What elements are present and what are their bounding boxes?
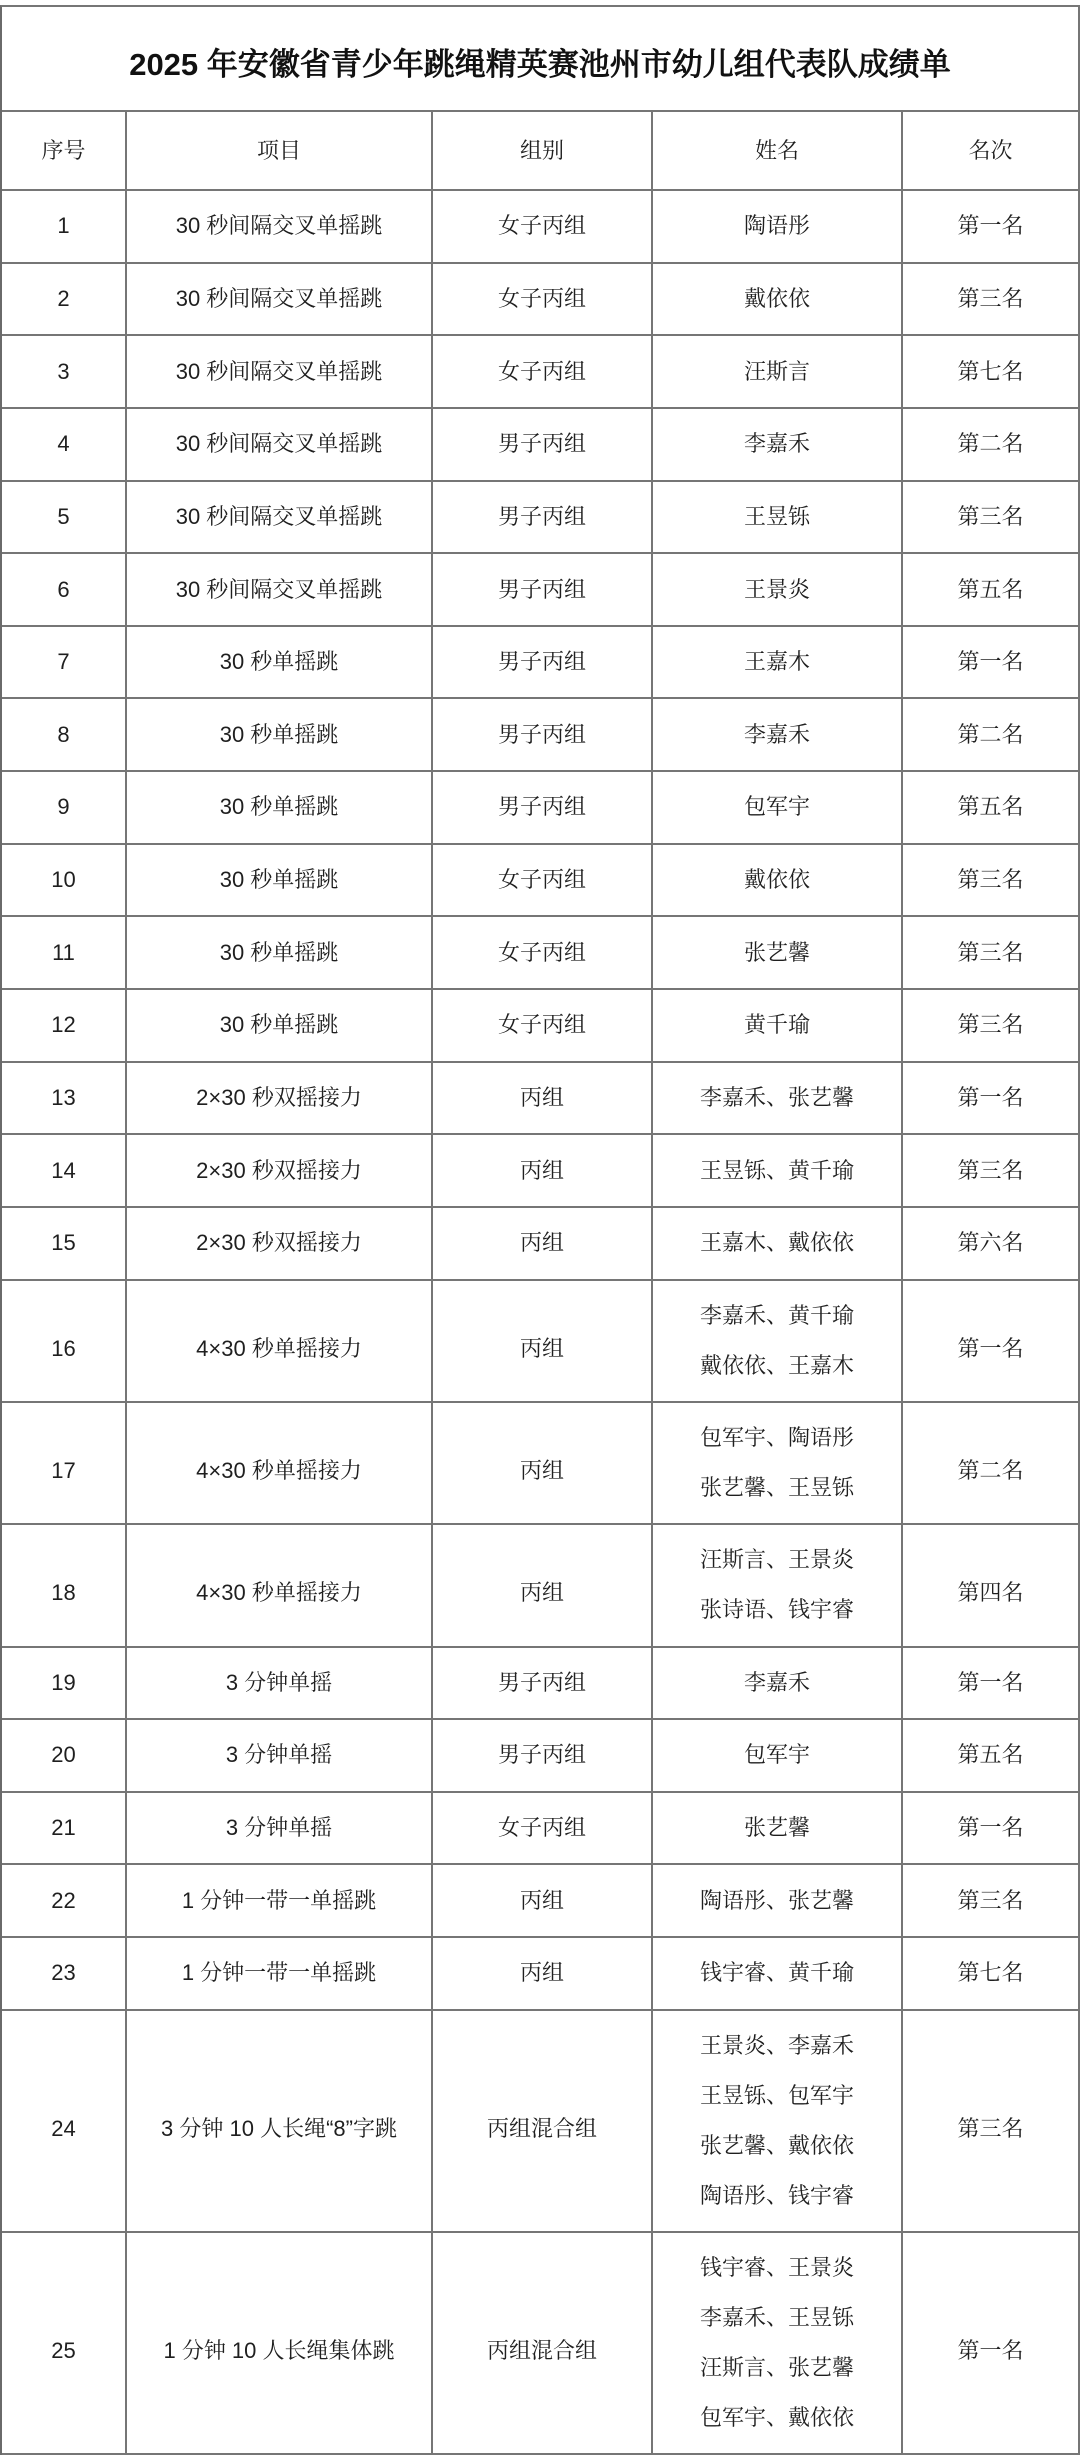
group-name: 丙组 [433,1208,653,1279]
row-number: 1 [2,191,127,262]
athlete-names-line: 汪斯言 [743,358,810,384]
athlete-names-line: 包军宇、陶语彤 [699,1425,854,1451]
table-row [2,627,1080,700]
event-name: 30 秒间隔交叉单摇跳 [127,191,433,262]
group-name: 男子丙组 [433,699,653,770]
athlete-names-line: 钱宇睿、王景炎 [699,2254,854,2280]
group-name: 女子丙组 [433,990,653,1061]
group-name: 女子丙组 [433,191,653,262]
event-name: 30 秒间隔交叉单摇跳 [127,264,433,335]
athlete-names-line: 戴依依 [743,285,810,311]
group-name: 丙组 [433,1865,653,1936]
rank: 第三名 [903,1865,1080,1936]
row-number: 19 [2,1648,127,1719]
row-number: 24 [2,2011,127,2231]
athlete-names [653,1648,903,1719]
athlete-names [653,336,903,407]
group-name: 女子丙组 [433,845,653,916]
athlete-names [653,1281,903,1401]
event-name: 2×30 秒双摇接力 [127,1208,433,1279]
athlete-names-line: 张艺馨、戴依依 [699,2132,854,2158]
header-names: 姓名 [653,112,903,189]
table-row [2,1403,1080,1525]
row-number: 12 [2,990,127,1061]
header-no: 序号 [2,112,127,189]
table-row [2,264,1080,337]
table-row [2,1865,1080,1938]
row-number: 22 [2,1865,127,1936]
athlete-names [653,1865,903,1936]
table-row [2,2011,1080,2233]
table-row [2,1793,1080,1866]
rank: 第三名 [903,990,1080,1061]
athlete-names-line: 李嘉禾 [743,431,810,457]
row-number: 9 [2,772,127,843]
group-name: 男子丙组 [433,772,653,843]
row-number: 17 [2,1403,127,1523]
row-number: 15 [2,1208,127,1279]
group-name: 丙组 [433,1135,653,1206]
row-number: 21 [2,1793,127,1864]
athlete-names-line: 包军宇 [743,1742,810,1768]
athlete-names [653,917,903,988]
athlete-names-line: 李嘉禾、黄千瑜 [699,1302,854,1328]
athlete-names [653,409,903,480]
page-title: 2025 年安徽省青少年跳绳精英赛池州市幼儿组代表队成绩单 [2,7,1080,110]
event-name: 30 秒单摇跳 [127,917,433,988]
rank: 第一名 [903,1793,1080,1864]
rank: 第三名 [903,917,1080,988]
athlete-names-line: 戴依依 [743,867,810,893]
group-name: 男子丙组 [433,1648,653,1719]
athlete-names-line: 李嘉禾 [743,721,810,747]
athlete-names-line: 张艺馨 [743,939,810,965]
title-row [2,7,1080,112]
athlete-names-line: 戴依依、王嘉木 [699,1352,854,1378]
rank: 第三名 [903,1135,1080,1206]
event-name: 3 分钟 10 人长绳“8”字跳 [127,2011,433,2231]
athlete-names-line: 陶语彤 [743,213,810,239]
table-row [2,1720,1080,1793]
rank: 第二名 [903,1403,1080,1523]
athlete-names [653,2233,903,2453]
athlete-names-line: 张艺馨 [743,1815,810,1841]
table-row [2,699,1080,772]
group-name: 丙组 [433,1525,653,1645]
event-name: 30 秒间隔交叉单摇跳 [127,554,433,625]
group-name: 丙组 [433,1281,653,1401]
group-name: 男子丙组 [433,482,653,553]
table-row [2,845,1080,918]
athlete-names-line: 黄千瑜 [743,1012,810,1038]
athlete-names [653,264,903,335]
athlete-names [653,772,903,843]
athlete-names [653,1135,903,1206]
athlete-names-line: 王昱铄 [743,503,810,529]
table-row [2,1281,1080,1403]
table-row [2,409,1080,482]
group-name: 男子丙组 [433,554,653,625]
athlete-names-line: 钱宇睿、黄千瑜 [699,1960,854,1986]
athlete-names-line: 李嘉禾 [743,1669,810,1695]
event-name: 3 分钟单摇 [127,1793,433,1864]
athlete-names [653,1525,903,1645]
athlete-names-line: 张艺馨、王昱铄 [699,1475,854,1501]
group-name: 女子丙组 [433,917,653,988]
row-number: 13 [2,1063,127,1134]
table-row [2,336,1080,409]
group-name: 丙组 [433,1403,653,1523]
athlete-names [653,1403,903,1523]
rank: 第六名 [903,1208,1080,1279]
athlete-names [653,191,903,262]
rank: 第三名 [903,482,1080,553]
header-rank: 名次 [903,112,1080,189]
row-number: 18 [2,1525,127,1645]
athlete-names-line: 王景炎 [743,576,810,602]
table-row [2,2233,1080,2455]
event-name: 1 分钟一带一单摇跳 [127,1865,433,1936]
event-name: 4×30 秒单摇接力 [127,1525,433,1645]
table-row [2,1135,1080,1208]
athlete-names [653,1793,903,1864]
athlete-names [653,1208,903,1279]
rank: 第五名 [903,554,1080,625]
athlete-names-line: 陶语彤、张艺馨 [699,1887,854,1913]
rank: 第五名 [903,772,1080,843]
group-name: 男子丙组 [433,627,653,698]
header-group: 组别 [433,112,653,189]
athlete-names-line: 陶语彤、钱宇睿 [699,2182,854,2208]
group-name: 丙组混合组 [433,2233,653,2453]
table-row [2,772,1080,845]
rank: 第二名 [903,699,1080,770]
athlete-names-line: 汪斯言、张艺馨 [699,2354,854,2380]
row-number: 5 [2,482,127,553]
athlete-names-line: 王昱铄、黄千瑜 [699,1157,854,1183]
event-name: 30 秒单摇跳 [127,772,433,843]
row-number: 6 [2,554,127,625]
group-name: 男子丙组 [433,409,653,480]
event-name: 4×30 秒单摇接力 [127,1281,433,1401]
row-number: 16 [2,1281,127,1401]
group-name: 男子丙组 [433,1720,653,1791]
event-name: 4×30 秒单摇接力 [127,1403,433,1523]
header-event: 项目 [127,112,433,189]
row-number: 3 [2,336,127,407]
row-number: 2 [2,264,127,335]
rank: 第七名 [903,1938,1080,2009]
row-number: 20 [2,1720,127,1791]
rank: 第二名 [903,409,1080,480]
athlete-names [653,699,903,770]
rank: 第三名 [903,845,1080,916]
athlete-names-line: 李嘉禾、王昱铄 [699,2304,854,2330]
table-row [2,554,1080,627]
athlete-names-line: 包军宇 [743,794,810,820]
row-number: 10 [2,845,127,916]
rank: 第四名 [903,1525,1080,1645]
athlete-names-line: 王嘉木、戴依依 [699,1230,854,1256]
athlete-names [653,482,903,553]
rank: 第一名 [903,191,1080,262]
table-row [2,1648,1080,1721]
event-name: 30 秒间隔交叉单摇跳 [127,336,433,407]
event-name: 3 分钟单摇 [127,1720,433,1791]
athlete-names [653,2011,903,2231]
group-name: 丙组 [433,1938,653,2009]
row-number: 8 [2,699,127,770]
table-row [2,1063,1080,1136]
group-name: 女子丙组 [433,264,653,335]
athlete-names [653,1720,903,1791]
event-name: 1 分钟一带一单摇跳 [127,1938,433,2009]
event-name: 30 秒间隔交叉单摇跳 [127,482,433,553]
athlete-names-line: 王嘉木 [743,649,810,675]
athlete-names-line: 王昱铄、包军宇 [699,2082,854,2108]
table-row [2,917,1080,990]
table-row [2,1525,1080,1647]
group-name: 女子丙组 [433,1793,653,1864]
athlete-names-line: 张诗语、钱宇睿 [699,1597,854,1623]
event-name: 1 分钟 10 人长绳集体跳 [127,2233,433,2453]
rank: 第一名 [903,2233,1080,2453]
athlete-names-line: 包军宇、戴依依 [699,2404,854,2430]
table-row [2,990,1080,1063]
group-name: 丙组 [433,1063,653,1134]
table-row [2,191,1080,264]
table-row [2,1938,1080,2011]
rank: 第一名 [903,1063,1080,1134]
group-name: 女子丙组 [433,336,653,407]
event-name: 2×30 秒双摇接力 [127,1135,433,1206]
event-name: 30 秒单摇跳 [127,845,433,916]
athlete-names [653,627,903,698]
rank: 第一名 [903,627,1080,698]
event-name: 30 秒单摇跳 [127,990,433,1061]
athlete-names-line: 汪斯言、王景炎 [699,1547,854,1573]
athlete-names [653,554,903,625]
rank: 第三名 [903,264,1080,335]
event-name: 30 秒单摇跳 [127,699,433,770]
table-row [2,1208,1080,1281]
event-name: 3 分钟单摇 [127,1648,433,1719]
table-row [2,482,1080,555]
row-number: 11 [2,917,127,988]
rank: 第五名 [903,1720,1080,1791]
rank: 第三名 [903,2011,1080,2231]
rank: 第一名 [903,1648,1080,1719]
athlete-names [653,845,903,916]
row-number: 25 [2,2233,127,2453]
event-name: 30 秒间隔交叉单摇跳 [127,409,433,480]
athlete-names-line: 王景炎、李嘉禾 [699,2032,854,2058]
results-table [0,5,1080,2455]
event-name: 30 秒单摇跳 [127,627,433,698]
athlete-names [653,1063,903,1134]
group-name: 丙组混合组 [433,2011,653,2231]
athlete-names [653,1938,903,2009]
athlete-names-line: 李嘉禾、张艺馨 [699,1085,854,1110]
event-name: 2×30 秒双摇接力 [127,1063,433,1134]
row-number: 14 [2,1135,127,1206]
table-header-row [2,112,1080,191]
row-number: 4 [2,409,127,480]
row-number: 23 [2,1938,127,2009]
rank: 第七名 [903,336,1080,407]
athlete-names [653,990,903,1061]
row-number: 7 [2,627,127,698]
rank: 第一名 [903,1281,1080,1401]
